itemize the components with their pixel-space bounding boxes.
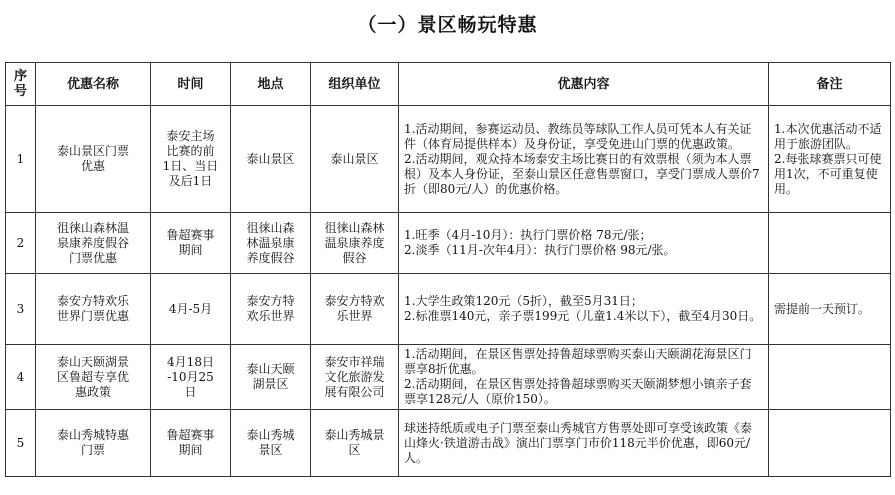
row-time: 鲁超赛事 期间 [151, 213, 231, 274]
row-content: 1.活动期间，在景区售票处持鲁超球票购买泰山天颐湖花海景区门票享8折优惠。 2.活动期间，在景区售票处持鲁超球票购买天颐湖梦想小镇亲子套票享128元/人（原价150）。 [399, 345, 769, 410]
page-title: （一）景区畅玩特惠 [357, 14, 538, 36]
row-name: 泰山景区门票 优惠 [36, 106, 151, 213]
row-no: 2 [6, 213, 36, 274]
row-org: 泰安方特欢 乐世界 [311, 274, 399, 345]
row-time: 4月18日 -10月25 日 [151, 345, 231, 410]
row-time: 鲁超赛事 期间 [151, 410, 231, 477]
row-place: 泰安方特 欢乐世界 [231, 274, 311, 345]
row-no: 1 [6, 106, 36, 213]
row-place: 泰山景区 [231, 106, 311, 213]
row-place: 泰山秀城 景区 [231, 410, 311, 477]
header-name: 优惠名称 [36, 63, 151, 106]
table-row [6, 106, 891, 213]
row-name: 徂徕山森林温 泉康养度假谷 门票优惠 [36, 213, 151, 274]
table-row [6, 345, 891, 410]
row-note: 1.本次优惠活动不适用于旅游团队。 2.每张球赛票只可使用1次，不可重复使用。 [769, 106, 891, 213]
header-no: 序 号 [6, 63, 36, 106]
table-row [6, 410, 891, 477]
row-place: 徂徕山森 林温泉康 养度假谷 [231, 213, 311, 274]
table-row [6, 274, 891, 345]
row-no: 3 [6, 274, 36, 345]
header-place: 地点 [231, 63, 311, 106]
row-content: 球迷持纸质或电子门票至泰山秀城官方售票处即可享受该政策《泰山烽火·铁道游击战》演出门票享门市价118元半价优惠，即60元/人。 [399, 410, 769, 477]
discount-table [5, 62, 891, 477]
row-org: 泰山景区 [311, 106, 399, 213]
row-note [769, 410, 891, 477]
row-time: 泰安主场 比赛的前 1日、当日 及后1日 [151, 106, 231, 213]
row-content: 1.活动期间，参赛运动员、教练员等球队工作人员可凭本人有关证件（体育局提供样本）及身份证，享受免进山门票的优惠政策。 2.活动期间，观众持本场泰安主场比赛日的有效票根（须为本人票根）及本人身份证，至泰山景区任意售票窗口，享受门票成人票价7折（即80元/人）的优惠价格。 [399, 106, 769, 213]
row-note: 需提前一天预订。 [769, 274, 891, 345]
row-note [769, 213, 891, 274]
row-name: 泰安方特欢乐 世界门票优惠 [36, 274, 151, 345]
row-content: 1.大学生政策120元（5折），截至5月31日； 2.标准票140元，亲子票199元（儿童1.4米以下），截至4月30日。 [399, 274, 769, 345]
table-row [6, 213, 891, 274]
header-note: 备注 [769, 63, 891, 106]
row-place: 泰山天颐 湖景区 [231, 345, 311, 410]
row-no: 4 [6, 345, 36, 410]
header-time: 时间 [151, 63, 231, 106]
row-name: 泰山天颐湖景 区鲁超专享优 惠政策 [36, 345, 151, 410]
row-time: 4月-5月 [151, 274, 231, 345]
row-no: 5 [6, 410, 36, 477]
row-org: 泰安市祥瑞 文化旅游发 展有限公司 [311, 345, 399, 410]
table-header-row [6, 63, 891, 106]
row-name: 泰山秀城特惠 门票 [36, 410, 151, 477]
row-content: 1.旺季（4月-10月）：执行门票价格 78元/张； 2.淡季（11月-次年4月）：执行门票价格 98元/张。 [399, 213, 769, 274]
header-content: 优惠内容 [399, 63, 769, 106]
row-org: 泰山秀城景 区 [311, 410, 399, 477]
row-note [769, 345, 891, 410]
row-org: 徂徕山森林 温泉康养度 假谷 [311, 213, 399, 274]
header-org: 组织单位 [311, 63, 399, 106]
